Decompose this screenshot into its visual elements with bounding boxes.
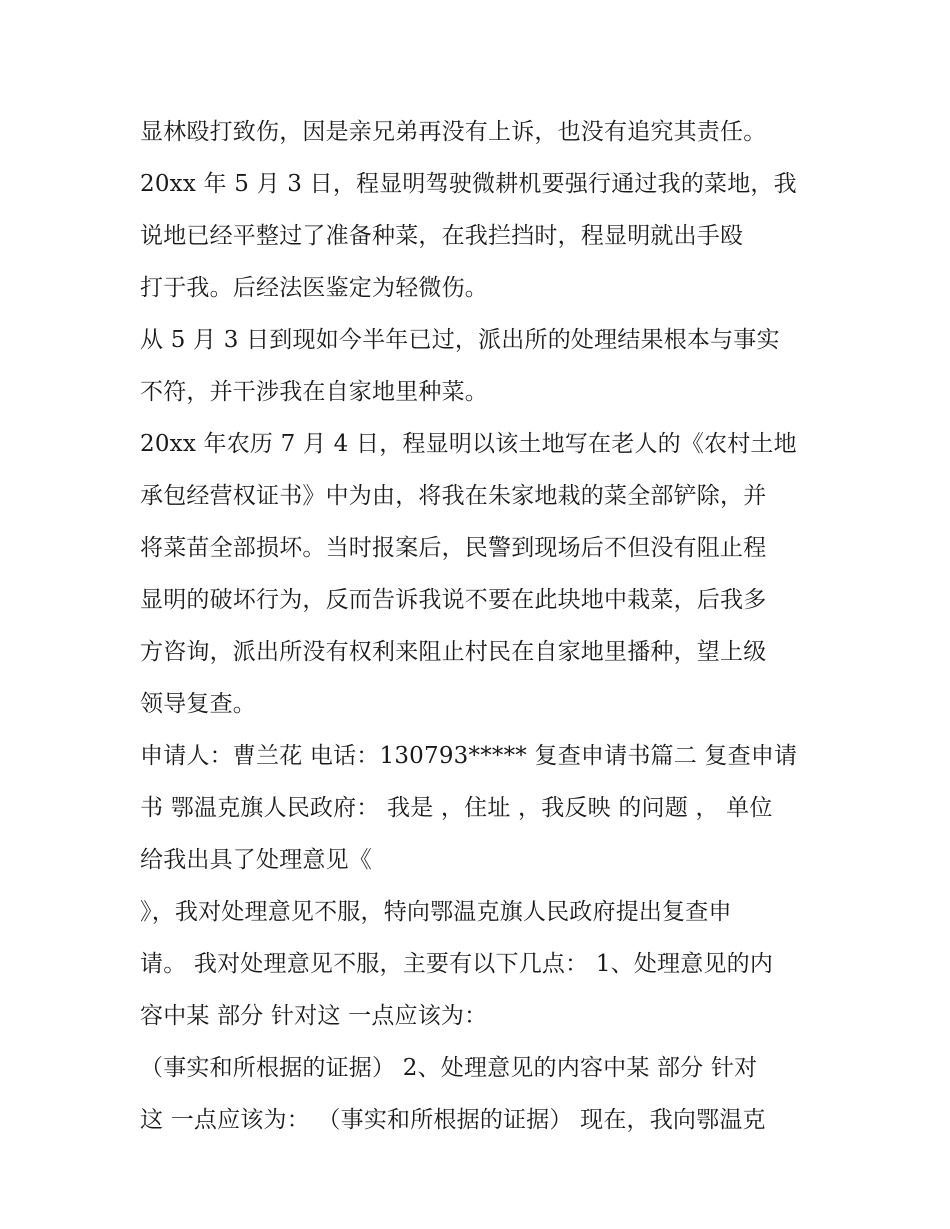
text-line-15: 给我出具了处理意见《 bbox=[140, 847, 372, 873]
text-line-16: 》，我对处理意见不服，特向鄂温克旗人民政府提出复查申 bbox=[140, 899, 732, 925]
document-body bbox=[140, 106, 820, 1146]
text-line-14: 书 鄂温克旗人民政府： 我是 ，住址 ，我反映 的问题 ， 单位 bbox=[140, 795, 773, 821]
text-line-13: 申请人：曹兰花 电话：130793***** 复查申请书篇二 复查申请 bbox=[140, 743, 798, 769]
text-line-6: 不符，并干涉我在自家地里种菜。 bbox=[140, 379, 488, 405]
text-line-17: 请。 我对处理意见不服，主要有以下几点： 1、处理意见的内 bbox=[140, 951, 774, 977]
text-line-8: 承包经营权证书》中为由，将我在朱家地栽的菜全部铲除，并 bbox=[140, 483, 767, 509]
text-line-12: 领导复查。 bbox=[140, 691, 256, 717]
text-line-1: 显林殴打致伤，因是亲兄弟再没有上诉，也没有追究其责任。 bbox=[140, 119, 767, 145]
text-line-20: 这 一点应该为： （事实和所根据的证据） 现在，我向鄂温克 bbox=[140, 1107, 766, 1133]
text-line-2: 20xx 年 5 月 3 日，程显明驾驶微耕机要强行通过我的菜地，我 bbox=[140, 171, 797, 197]
text-line-19: （事实和所根据的证据） 2、处理意见的内容中某 部分 针对 bbox=[140, 1055, 758, 1081]
text-line-3: 说地已经平整过了准备种菜，在我拦挡时，程显明就出手殴 bbox=[140, 223, 744, 249]
text-line-5: 从 5 月 3 日到现如今半年已过，派出所的处理结果根本与事实 bbox=[140, 327, 780, 353]
text-line-18: 容中某 部分 针对这 一点应该为： bbox=[140, 1003, 488, 1029]
text-line-7: 20xx 年农历 7 月 4 日，程显明以该土地写在老人的《农村土地 bbox=[140, 431, 797, 457]
text-line-11: 方咨询，派出所没有权利来阻止村民在自家地里播种，望上级 bbox=[140, 639, 767, 665]
text-line-4: 打于我。后经法医鉴定为轻微伤。 bbox=[140, 275, 488, 301]
text-line-10: 显明的破坏行为，反而告诉我说不要在此块地中栽菜，后我多 bbox=[140, 587, 767, 613]
text-line-9: 将菜苗全部损坏。当时报案后，民警到现场后不但没有阻止程 bbox=[140, 535, 767, 561]
